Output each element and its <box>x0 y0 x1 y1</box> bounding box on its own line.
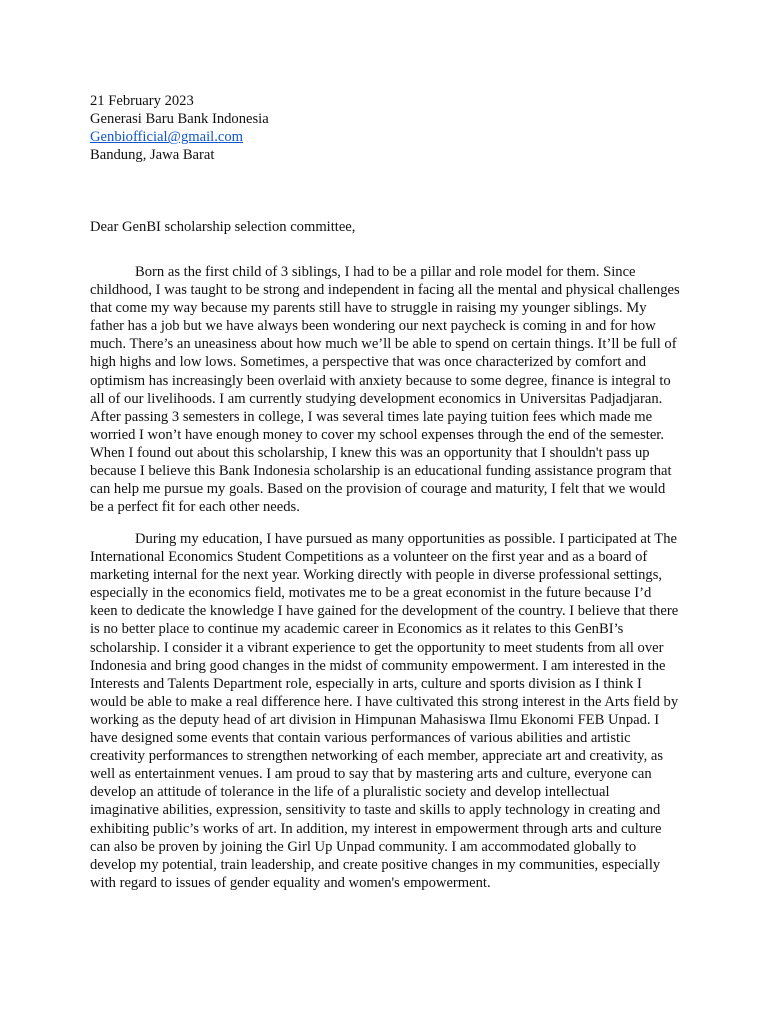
body-paragraph-2: During my education, I have pursued as many opportunities as possible. I participated at The International Economics Student Competitions as a volunteer on the first year and as a board of marketing internal for the next year. Working directly with people in diverse professional settings, especially in the economics field, motivates me to be a great economist in the future because I’d keen to dedicate the knowledge I have gained for the development of the country. I believe that there is no better place to continue my academic career in Economics as it relates to this GenBI’s scholarship. I consider it a vibrant experience to get the opportunity to meet students from all over Indonesia and bring good changes in the midst of community empowerment. I am interested in the Interests and Talents Department role, especially in arts, culture and sports division as I think I would be able to make a real difference here. I have cultivated this strong interest in the Arts field by working as the deputy head of art division in Himpunan Mahasiswa Ilmu Ekonomi FEB Unpad. I have designed some events that contain various performances of various abilities and artistic creativity performances to strengthen networking of each member, appreciate art and creativity, as well as entertainment venues. I am proud to say that by mastering arts and culture, everyone can develop an attitude of tolerance in the life of a pluralistic society and develop intellectual imaginative abilities, expression, sensitivity to taste and skills to apply technology in creating and exhibiting public’s works of art. In addition, my interest in empowerment through arts and culture can also be proven by joining the Girl Up Unpad community. I am accommodated globally to develop my potential, train leadership, and create positive changes in my communities, especially with regard to issues of gender equality and women's empowerment. <box>90 531 679 891</box>
letter-date: 21 February 2023 <box>90 93 194 109</box>
letter-salutation: Dear GenBI scholarship selection committee, <box>90 219 356 235</box>
sender-organization: Generasi Baru Bank Indonesia <box>90 111 269 128</box>
sender-email-link[interactable]: Genbiofficial@gmail.com <box>90 129 243 146</box>
body-paragraph-1: Born as the first child of 3 siblings, I had to be a pillar and role model for them. Since childhood, I was taught to be strong and independent in facing all the mental and physical challenges that come my way because my parents still have to struggle in raising my younger siblings. My father has a job but we have always been wondering our next paycheck is coming in and for how much. There’s an uneasiness about how much we’ll be able to spend on certain things. It’ll be full of high highs and low lows. Sometimes, a perspective that was once characterized by comfort and optimism has increasingly been overlaid with anxiety because to some degree, finance is integral to all of our livelihoods. I am currently studying development economics in Universitas Padjadjaran. After passing 3 semesters in college, I was several times late paying tuition fees which made me worried I won’t have enough money to cover my school expenses through the end of the semester. When I found out about this scholarship, I knew this was an opportunity that I shouldn't pass up because I believe this Bank Indonesia scholarship is an educational funding assistance program that can help me pursue my goals. Based on the provision of courage and maturity, I felt that we would be a perfect fit for each other needs. <box>90 264 680 516</box>
sender-location: Bandung, Jawa Barat <box>90 147 215 164</box>
letter-header <box>90 92 690 164</box>
